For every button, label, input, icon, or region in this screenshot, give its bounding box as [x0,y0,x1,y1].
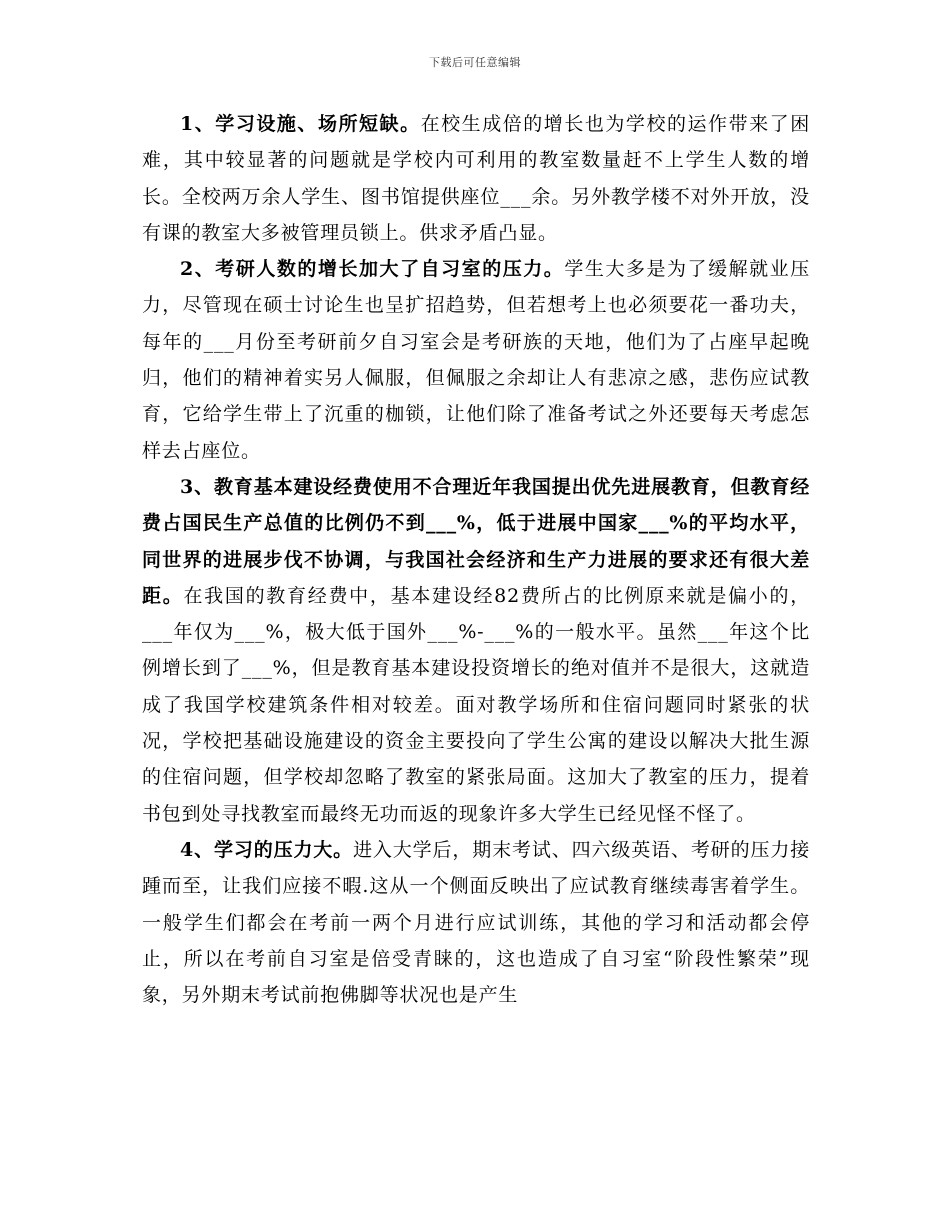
paragraph-text: 学生大多是为了缓解就业压力，尽管现在硕士讨论生也呈扩招趋势，但若想考上也必须要花一番功夫，每年的___月份至考研前夕自习室会是考研族的天地，他们为了占座早起晚归，他们的精神着实另人佩服，但佩服之余却让人有悲凉之感，悲伤应试教育，它给学生带上了沉重的枷锁，让他们除了准备考试之外还要每天考虑怎样去占座位。 [142,258,810,462]
page-header: 下载后可任意编辑 [429,56,521,69]
paragraph-1 [142,106,810,251]
paragraph-heading: 1、学习设施、场所短缺。 [180,113,421,135]
paragraph-text: 在我国的教育经费中，基本建设经82费所占的比例原来就是偏小的，___年仅为___%，极大低于国外___%-___%的一般水平。虽然___年这个比例增长到了___%，但是教育基本建设投资增长的绝对值并不是很大，这就造成了我国学校建筑条件相对较差。面对教学场所和住宿问题同时紧张的状况，学校把基础设施建设的资金主要投向了学生公寓的建设以解决大批生源的住宿问题，但学校却忽略了教室的紧张局面。这加大了教室的压力，提着书包到处寻找教室而最终无功而返的现象许多大学生已经见怪不怪了。 [142,584,810,825]
document-body [142,106,810,1013]
paragraph-text: 进入大学后，期末考试、四六级英语、考研的压力接踵而至，让我们应接不暇.这从一个侧面反映出了应试教育继续毒害着学生。一般学生们都会在考前一两个月进行应试训练，其他的学习和活动都会停止，所以在考前自习室是倍受青睐的，这也造成了自习室“阶段性繁荣”现象，另外期末考试前抱佛脚等状况也是产生 [142,838,811,1007]
paragraph-4 [142,832,810,1013]
paragraph-2 [142,251,810,469]
paragraph-heading: 2、考研人数的增长加大了自习室的压力。 [180,258,565,281]
paragraph-heading: 3、教育基本建设经费使用不合理近年我国提出优先进展教育，但教育经费占国民生产总值的比例仍不到___%，低于进展中国家___%的平均水平，同世界的进展步伐不协调，与我国社会经济和生产力进展的要求还有很大差距。 [142,475,810,607]
paragraph-heading: 4、学习的压力大。 [180,838,354,861]
paragraph-text: 在校生成倍的增长也为学校的运作带来了困难，其中较显著的问题就是学校内可利用的教室数量赶不上学生人数的增长。全校两万余人学生、图书馆提供座位___余。另外教学楼不对外开放，没有课的教室大多被管理员锁上。供求矛盾凸显。 [142,113,810,244]
paragraph-3 [142,469,810,832]
